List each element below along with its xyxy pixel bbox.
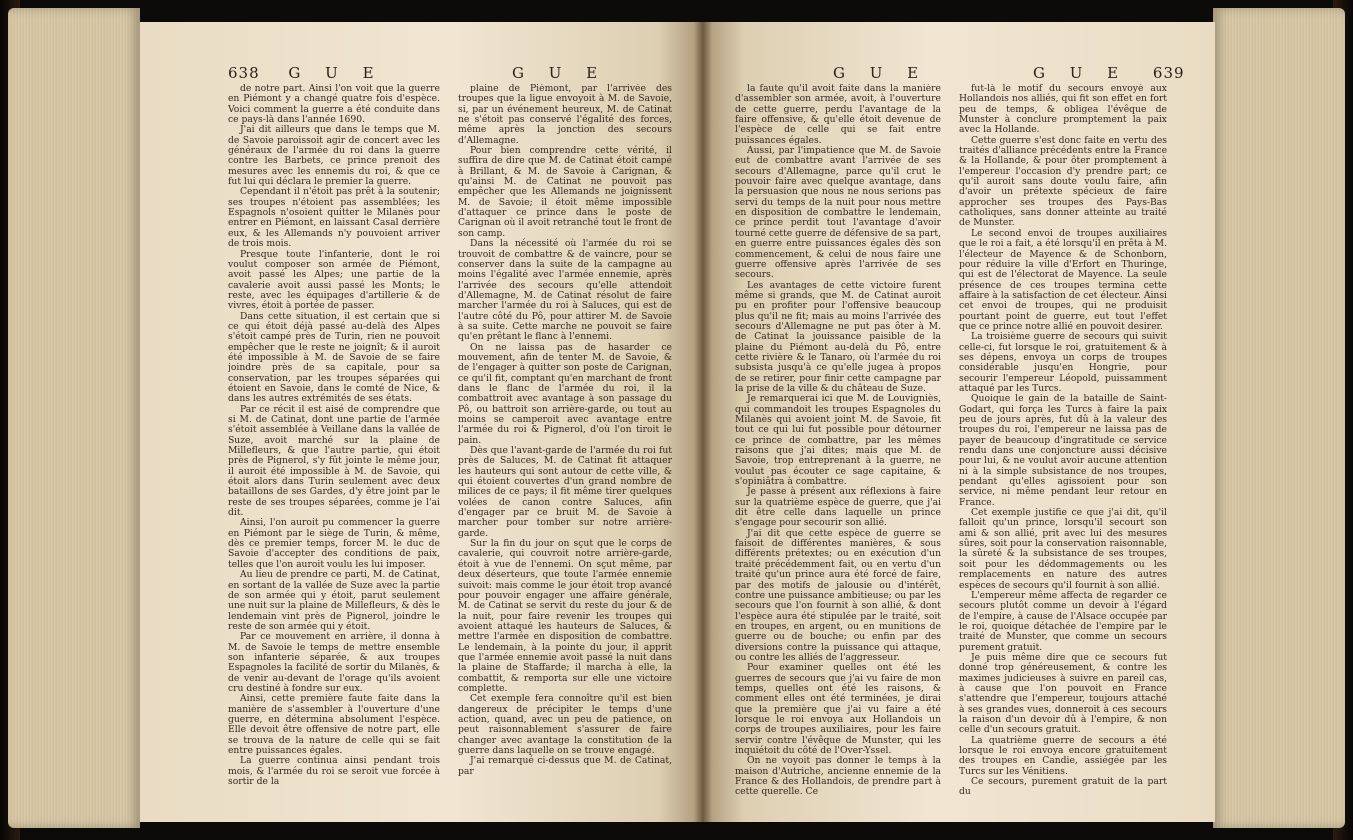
paragraph: fut-là le motif du secours envoyé aux Hollandois nos alliés, qui fit son effet en fort peu de temps, & obligea l'évêque de Munster à conclure promptement la paix avec la Hollande. bbox=[959, 84, 1167, 136]
paragraph: Je remarquerai ici que M. de Louvigniès, qui commandoit les troupes Espagnoles du Milanès qui avoient joint M. de Savoie, fit tout ce qui lui fut possible pour détourner ce prince de combattre, par les mêmes raisons que j'ai dites; mais que M. de Savoie, trop entreprenant à la guerre, ne voulut pas écouter ce sage capitaine, & s'opiniâtra à combattre. bbox=[735, 393, 941, 488]
page-edges-right bbox=[1213, 8, 1345, 828]
paragraph: J'ai dit ailleurs que dans le temps que M. de Savoie paroissoit agir de concert avec les généraux de l'armée du roi dans la guerre contre les Barbets, ce prince prenoit des mesures avec les ennemis du roi, & que ce fut lui qui déclara le premier la guerre. bbox=[228, 124, 440, 188]
paragraph: Dans cette situation, il est certain que si ce qui étoit déjà passé au-delà des Alpes s'étoit campé près de Turin, rien ne pouvoit empêcher que le reste ne joignît; & il auroit été impossible à M. de Savoie de se faire joindre près de sa capitale, pour sa conservation, par les troupes séparées qui étoient en Savoie, dans le comté de Nice, & dans les autres extrémités de ses états. bbox=[228, 310, 440, 405]
right-page-number: 639 bbox=[1152, 64, 1185, 82]
paragraph: L'empereur même affecta de regarder ce secours plutôt comme un devoir à l'égard de l'empire, à cause de l'Alsace occupée par le roi, quoique détachée de l'empire par le traité de Munster, que comme un secours purement gratuit. bbox=[959, 589, 1167, 653]
paragraph: Le second envoi de troupes auxiliaires que le roi a fait, a été lorsqu'il en prêta à M. l'électeur de Mayence & de Schonborn, pour réduire la ville d'Erfort en Thuringe, qui est de l'électorat de Mayence. La seule présence de ces troupes termina cette affaire à la satisfaction de cet électeur. Ainsi cet envoi de troupes, qui ne produisit pourtant point de guerre, eut tout l'effet que ce prince notre allié en pouvoit desirer. bbox=[959, 227, 1167, 332]
left-page-column-2 bbox=[458, 84, 672, 814]
paragraph: Sur la fin du jour on sçut que le corps de cavalerie, qui couvroit notre arrière-garde, étoit à vue de l'ennemi. On sçut même, par deux déserteurs, que toute l'armée ennemie suivoit: mais comme le jour étoit trop avancé pour pouvoir engager une affaire générale, M. de Catinat se servit du reste du jour & de la nuit, pour faire revenir les troupes qui avoient attaqué les hauteurs de Saluces, & mettre l'armée en disposition de combattre. Le lendemain, à la pointe du jour, il apprit que l'armée ennemie avoit passé la nuit dans la plaine de Staffarde; il marcha à elle, la combattit, & remporta sur elle une victoire complette. bbox=[458, 538, 672, 694]
paragraph: de notre part. Ainsi l'on voit que la guerre en Piémont y a changé quatre fois d'espèce. Voici comment la guerre a été conduite dans ce pays-là dans l'année 1690. bbox=[228, 84, 440, 126]
paragraph: Par ce mouvement en arrière, il donna à M. de Savoie le temps de mettre ensemble son infanterie séparée, & aux troupes Espagnoles la facilité de sortir du Milanès, & de venir au-devant de l'orage qu'ils avoient cru destiné à fondre sur eux. bbox=[228, 631, 440, 694]
paragraph: Aussi, par l'impatience que M. de Savoie eut de combattre avant l'arrivée de ses secours d'Allemagne, parce qu'il crut le pouvoir faire avec quelque avantage, dans la persuasion que nous ne nous serions pas servi du temps de la nuit pour nous mettre en disposition de combattre le lendemain, ce prince perdit tout l'avantage d'avoir tourné cette guerre de défensive de sa part, en guerre entre puissances égales dès son commencement, & celui de nous faire une guerre offensive après l'arrivée de ses secours. bbox=[735, 145, 941, 281]
paragraph: Je puis même dire que ce secours fut donné trop généreusement, & contre les maximes judicieuses à suivre en pareil cas, à cause que l'on pouvoit en France s'attendre que l'empereur, toujours attaché à ses grandes vues, donneroit à ces secours la raison d'un devoir dû à l'empire, & non celle d'un secours gratuit. bbox=[959, 651, 1167, 736]
paragraph: Pour examiner quelles ont été les guerres de secours que j'ai vu faire de mon temps, quelles ont été les raisons, & comment elles ont été terminées, je dirai que la première que j'ai vu faire a été lorsque le roi envoya aux Hollandois un corps de troupes auxiliaires, pour les faire servir contre l'évêque de Munster, qui les inquiétoit du côté de l'Over-Yssel. bbox=[735, 662, 941, 756]
paragraph: Pour bien comprendre cette vérité, il suffira de dire que M. de Catinat étoit campé à Brillant, & M. de Savoie à Carignan, & qu'ainsi M. de Catinat ne pouvoit pas empêcher que les Allemands ne joignissent M. de Savoie; il étoit même impossible d'attaquer ce prince dans le poste de Carignan où il avoit retranché tout le front de son camp. bbox=[458, 145, 672, 239]
left-page-header bbox=[228, 64, 384, 82]
right-running-head-b: G U E bbox=[1033, 64, 1129, 82]
paragraph: La quatrième guerre de secours a été lorsque le roi envoya encore gratuitement des troupes en Candie, assiégée par les Turcs sur les Vénitiens. bbox=[959, 734, 1167, 777]
right-running-head-a: G U E bbox=[833, 64, 929, 82]
right-page-header bbox=[1033, 64, 1185, 82]
paragraph: Cet exemple fera connoître qu'il est bien dangereux de précipiter le temps d'une action, quand, avec un peu de patience, on peut raisonnablement s'assurer de faire changer avec avantage la constitution de la guerre dans laquelle on se trouve engagé. bbox=[458, 693, 672, 756]
paragraph: plaine de Piémont, par l'arrivée des troupes que la ligue envoyoit à M. de Savoie, si, par un événement heureux, M. de Catinat ne s'étoit pas conservé l'égalité des forces, même après la jonction des secours d'Allemagne. bbox=[458, 84, 672, 146]
left-page-column-1 bbox=[228, 84, 440, 814]
paragraph: Cette guerre s'est donc faite en vertu des traités d'alliance précédents entre la France & la Hollande, & pour ôter promptement à l'empereur l'occasion d'y prendre part; ce qu'il auroit sans doute voulu faire, afin d'avoir un prétexte spécieux de faire approcher ses troupes des Pays-Bas catholiques, sans donner atteinte au traité de Munster. bbox=[959, 134, 1167, 229]
paragraph: Les avantages de cette victoire furent même si grands, que M. de Catinat auroit pu en profiter pour l'offensive beaucoup plus qu'il ne fit; mais au moins l'arrivée des secours d'Allemagne ne put pas ôter à M. de Catinat la jouissance paisible de la plaine du Piémont au-delà du Pô, entre cette rivière & le Tanaro, où l'armée du roi subsista jusqu'à ce qu'elle jugea à propos de se retirer, pour finir cette campagne par la prise de la ville & du château de Suze. bbox=[735, 279, 941, 394]
paragraph: Je passe à présent aux réflexions à faire sur la quatrième espèce de guerre, que j'ai dit être celle dans laquelle un prince s'engage pour secourir son allié. bbox=[735, 486, 941, 529]
paragraph: Au lieu de prendre ce parti, M. de Catinat, en sortant de la vallée de Suze avec la partie de son armée qui y étoit, parut seulement une nuit sur la plaine de Millefleurs, & dès le lendemain vint près de Pignerol, joindre le reste de son armée qui y étoit. bbox=[228, 569, 440, 632]
left-running-head-a: G U E bbox=[288, 64, 384, 82]
right-page-column-1 bbox=[735, 84, 941, 814]
paragraph: On ne laissa pas de hasarder ce mouvement, afin de tenter M. de Savoie, & de l'engager à quitter son poste de Carignan, ce qu'il fit, comptant qu'en marchant de front dans le flanc de l'armée du roi, il la combattroit avec avantage à son passage du Pô, ou battroit son arrière-garde, ou tout au moins se camperoit avec avantage entre l'armée du roi & Pignerol, d'où l'on tiroit le pain. bbox=[458, 341, 672, 446]
left-running-head-b: G U E bbox=[512, 64, 608, 82]
paragraph: Dans la nécessité où l'armée du roi se trouvoit de combattre & de vaincre, pour se conserver dans la suite de la campagne au moins l'égalité avec l'armée ennemie, après l'arrivée des secours qu'elle attendoit d'Allemagne, M. de Catinat résolut de faire marcher l'armée du roi à Saluces, qui est de l'autre côté du Pô, pour attirer M. de Savoie à sa suite. Cette marche ne pouvoit se faire qu'en prêtant le flanc à l'ennemi. bbox=[458, 238, 672, 343]
book-gutter bbox=[694, 22, 712, 822]
paragraph: Cet exemple justifie ce que j'ai dit, qu'il falloit qu'un prince, lorsqu'il secourt son ami & son allié, prit avec lui des mesures sûres, soit pour la conservation raisonnable, la sûreté & la subsistance de ses troupes, soit pour les dédommagements ou les remplacements en nature des autres espèces de secours qu'il fournit à son allié. bbox=[959, 507, 1167, 591]
paragraph: Dès que l'avant-garde de l'armée du roi fut près de Saluces, M. de Catinat fit attaquer les hauteurs qui sont autour de cette ville, & qui étoient couvertes d'un grand nombre de milices de ce pays; il fit même tirer quelques volées de canon contre Saluces, afin d'engager par ce bruit M. de Savoie à marcher pour tomber sur notre arrière-garde. bbox=[458, 445, 672, 539]
paragraph: la faute qu'il avoit faite dans la manière d'assembler son armée, avoit, à l'ouverture de cette guerre, perdu l'avantage de la faire offensive, & qu'elle étoit devenue de l'espèce de celle qui se fait entre puissances égales. bbox=[735, 84, 941, 146]
paragraph: Ainsi, cette première faute faite dans la manière de s'assembler à l'ouverture d'une guerre, en détermina absolument l'espèce. Elle devoit être offensive de notre part, elle se trouva de la nature de celle qui se fait entre puissances égales. bbox=[228, 693, 440, 756]
left-page-number: 638 bbox=[228, 64, 260, 82]
right-page-column-2 bbox=[959, 84, 1167, 814]
paragraph: J'ai dit que cette espèce de guerre se faisoit de différentes manières, & sous différents prétextes; ou en exécution d'un traité précédemment fait, ou en vertu d'un traité qu'un prince aura été forcé de faire, par des motifs de jalousie ou d'intérêt, contre une puissance ambitieuse; ou par les secours que l'on fournit à son allié, & dont l'espèce aura été stipulée par le traité, soit en troupes, en argent, ou en munitions de guerre ou de bouche; ou enfin par des diversions contre la puissance qui attaque, ou contre les alliés de l'aggresseur. bbox=[735, 527, 941, 663]
left-page bbox=[140, 22, 703, 822]
paragraph: Ainsi, l'on auroit pu commencer la guerre en Piémont par le siège de Turin, & même, dès ce premier temps, forcer M. le duc de Savoie d'accepter des conditions de paix, telles que l'on auroit voulu les lui imposer. bbox=[228, 517, 440, 570]
paragraph: La guerre continua ainsi pendant trois mois, & l'armée du roi se seroit vue forcée à sortir de la bbox=[228, 755, 440, 788]
page-edges-left bbox=[8, 8, 140, 828]
right-page bbox=[703, 22, 1215, 822]
paragraph: La troisième guerre de secours qui suivit celle-ci, fut lorsque le roi, gratuitement & à ses dépens, envoya un corps de troupes considérable jusqu'en Hongrie, pour secourir l'empereur Léopold, puissamment attaqué par les Turcs. bbox=[959, 331, 1167, 394]
paragraph: Par ce récit il est aisé de comprendre que si M. de Catinat, dont une partie de l'armée s'étoit assemblée à Veillane dans la vallée de Suze, avoit marché sur la plaine de Millefleurs, & que l'autre partie, qui étoit près de Pignerol, s'y fût jointe le même jour, il auroit été impossible à M. de Savoie, qui étoit alors dans Turin seulement avec deux bataillons de ses Gardes, d'y être joint par le reste de ses troupes séparées, comme je l'ai dit. bbox=[228, 403, 440, 519]
paragraph: Presque toute l'infanterie, dont le roi voulut composer son armée de Piémont, avoit passé les Alpes; une partie de la cavalerie avoit aussi passé les Monts; le reste, avec les équipages d'artillerie & de vivres, étoit à portée de passer. bbox=[228, 248, 440, 312]
paragraph: Quoique le gain de la bataille de Saint-Godart, qui força les Turcs à faire la paix peu de jours après, fut dû à la valeur des troupes du roi, l'empereur ne laissa pas de payer de beaucoup d'ingratitude ce service rendu dans une conjoncture aussi décisive pour lui, & ne voulut avoir aucune attention ni à la simple subsistance de nos troupes, pendant qu'elles agissoient pour son service, ni même pendant leur retour en France. bbox=[959, 393, 1167, 508]
paragraph: On ne voyoit pas donner le temps à la maison d'Autriche, ancienne ennemie de la France & des Hollandois, de prendre part à cette querelle. Ce bbox=[735, 755, 941, 798]
paragraph: Ce secours, purement gratuit de la part du bbox=[959, 776, 1167, 798]
paragraph: J'ai remarqué ci-dessus que M. de Catinat, par bbox=[458, 755, 672, 777]
paragraph: Cependant il n'étoit pas prêt à la soutenir; ses troupes n'étoient pas assemblées; les Espagnols n'osoient quitter le Milanès pour entrer en Piémont, en laissant Casal derrière eux, & les Allemands n'y pouvoient arriver de trois mois. bbox=[228, 186, 440, 250]
